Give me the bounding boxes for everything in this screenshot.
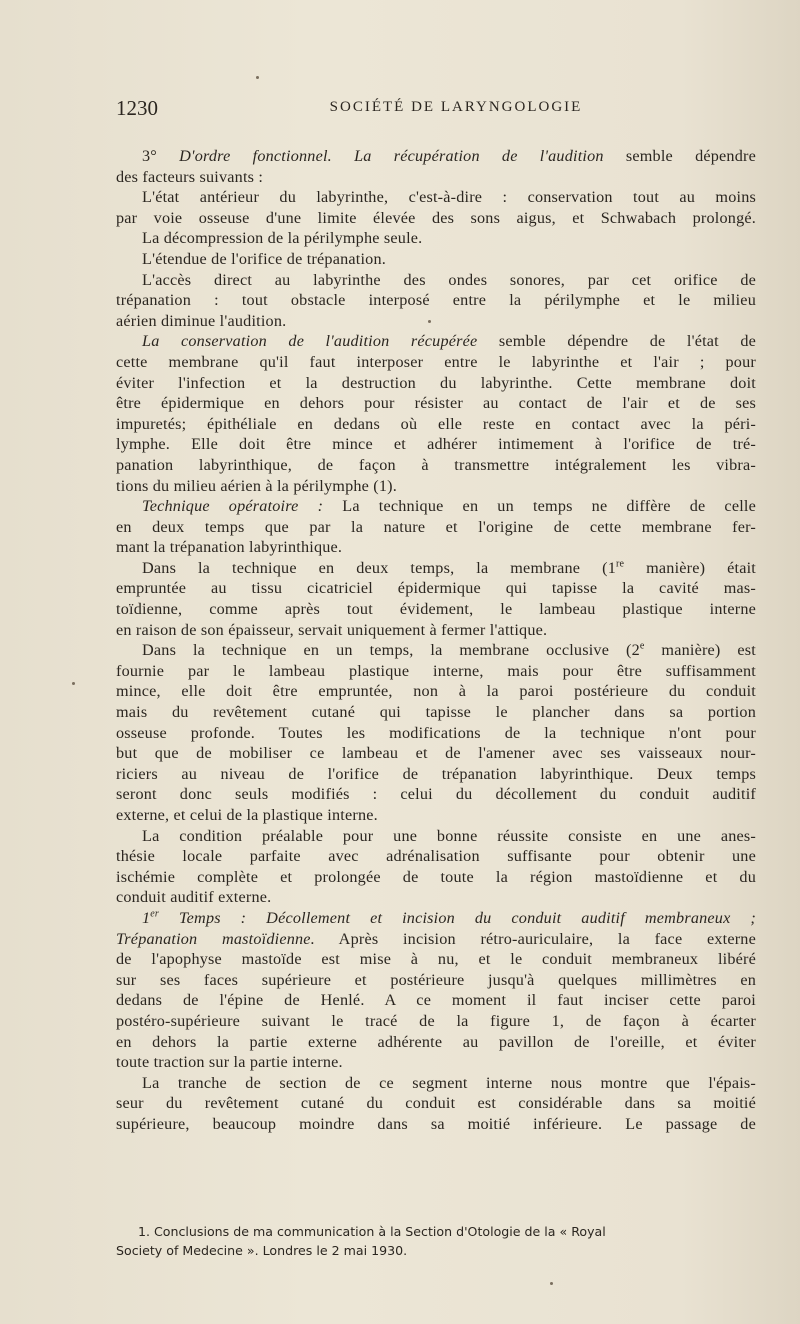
text-line: seront donc seuls modifiés : celui du décollement du conduit auditif xyxy=(116,785,756,804)
text-line: mais du revêtement cutané qui tapisse le plancher dans sa portion xyxy=(116,703,756,722)
text-line: être épidermique en dehors pour résister au contact de l'air et de ses xyxy=(116,394,756,413)
text-line: en raison de son épaisseur, servait uniquement à fermer l'attique. xyxy=(116,620,548,639)
text-line: mince, elle doit être empruntée, non à la paroi postérieure du conduit xyxy=(116,682,756,701)
text-line: 3° D'ordre fonctionnel. La récupération de l'audition semble dépendre xyxy=(142,147,756,165)
text-line: empruntée au tissu cicatriciel épidermique qui tapisse la cavité mas- xyxy=(116,579,756,598)
text-line: des facteurs suivants : xyxy=(116,167,264,186)
text-line: L'accès direct au labyrinthe des ondes sonores, par cet orifice de xyxy=(142,270,756,289)
text-line: éviter l'infection et la destruction du labyrinthe. Cette membrane doit xyxy=(116,373,756,392)
text-line: toïdienne, comme après tout évidement, le lambeau plastique interne xyxy=(116,600,756,619)
text-line: but que de mobiliser ce lambeau et de l'amener avec ses vaisseaux nour- xyxy=(116,744,756,763)
text-line: thésie locale parfaite avec adrénalisation suffisante pour obtenir une xyxy=(116,847,756,866)
text-line: supérieure, beaucoup moindre dans sa moitié inférieure. Le passage de xyxy=(116,1114,756,1133)
paper-speck xyxy=(256,76,259,79)
text-line: L'état antérieur du labyrinthe, c'est-à-dire : conservation tout au moins xyxy=(142,188,756,207)
text-line: La condition préalable pour une bonne réussite consiste en une anes- xyxy=(142,826,756,845)
text-line: tions du milieu aérien à la périlymphe (1). xyxy=(116,476,398,495)
paper-speck xyxy=(428,320,431,323)
text-line: ischémie complète et prolongée de toute la région mastoïdienne et du xyxy=(116,867,756,886)
body-text xyxy=(116,146,756,1135)
text-line: lymphe. Elle doit être mince et adhérer intimement à l'orifice de tré- xyxy=(116,435,756,454)
running-title: SOCIÉTÉ DE LARYNGOLOGIE xyxy=(329,99,583,115)
text-line: L'étendue de l'orifice de trépanation. xyxy=(142,249,386,268)
text-line: mant la trépanation labyrinthique. xyxy=(116,538,343,557)
text-line: Dans la technique en un temps, la membrane occlusive (2e manière) est xyxy=(142,640,756,660)
text-line: La tranche de section de ce segment interne nous montre que l'épais- xyxy=(142,1073,756,1092)
text-line: riciers au niveau de l'orifice de trépanation labyrinthique. Deux temps xyxy=(116,764,756,783)
text-line: Technique opératoire : La technique en un temps ne diffère de celle xyxy=(142,497,756,516)
paper-speck xyxy=(550,1282,553,1285)
text-line: par voie osseuse d'une limite élevée des sons aigus, et Schwabach prolongé. xyxy=(116,208,756,227)
text-line: toute traction sur la partie interne. xyxy=(116,1053,343,1072)
page-number: 1230 xyxy=(116,96,158,120)
text-line: externe, et celui de la plastique interne. xyxy=(116,806,378,824)
text-line: cette membrane qu'il faut interposer entre le labyrinthe et l'air ; pour xyxy=(116,352,756,371)
text-line: dedans de l'épine de Henlé. A ce moment il faut inciser cette paroi xyxy=(116,991,756,1010)
text-line: seur du revêtement cutané du conduit est considérable dans sa moitié xyxy=(116,1094,756,1113)
text-line: panation labyrinthique, de façon à transmettre intégralement les vibra- xyxy=(116,455,756,474)
text-line: aérien diminue l'audition. xyxy=(116,311,287,330)
text-line: postéro-supérieure suivant le tracé de la figure 1, de façon à écarter xyxy=(116,1011,756,1030)
footnote xyxy=(116,1222,756,1260)
text-line: conduit auditif externe. xyxy=(116,888,272,907)
text-line: La décompression de la périlymphe seule. xyxy=(142,229,423,248)
text-line: La conservation de l'audition récupérée semble dépendre de l'état de xyxy=(142,332,756,351)
text-line: Dans la technique en deux temps, la membrane (1re manière) était xyxy=(142,558,756,577)
text-line: en dehors la partie externe adhérente au pavillon de l'oreille, et éviter xyxy=(116,1032,756,1051)
text-line: trépanation : tout obstacle interposé entre la périlymphe et le milieu xyxy=(116,291,756,310)
text-line: osseuse profonde. Toutes les modifications de la technique n'ont pour xyxy=(116,723,756,742)
footnote-line: Society of Medecine ». Londres le 2 mai 1930. xyxy=(116,1243,408,1258)
text-line: fournie par le lambeau plastique interne, mais pour être suffisamment xyxy=(116,661,756,680)
text-line: sur ses faces supérieure et postérieure jusqu'à quelques millimètres en xyxy=(116,970,756,989)
footnote-line: 1. Conclusions de ma communication à la Section d'Otologie de la « Royal xyxy=(138,1224,606,1239)
text-line: impuretés; épithéliale en dedans où elle reste en contact avec la péri- xyxy=(116,414,756,433)
text-line: Trépanation mastoïdienne. Après incision rétro-auriculaire, la face externe xyxy=(116,929,756,948)
text-line: 1er Temps : Décollement et incision du conduit auditif membraneux ; xyxy=(142,908,756,927)
text-line: en deux temps que par la nature et l'origine de cette membrane fer- xyxy=(116,517,756,536)
paper-speck xyxy=(72,682,75,685)
page-header xyxy=(116,96,756,126)
text-line: de l'apophyse mastoïde est mise à nu, et le conduit membraneux libéré xyxy=(116,950,756,969)
